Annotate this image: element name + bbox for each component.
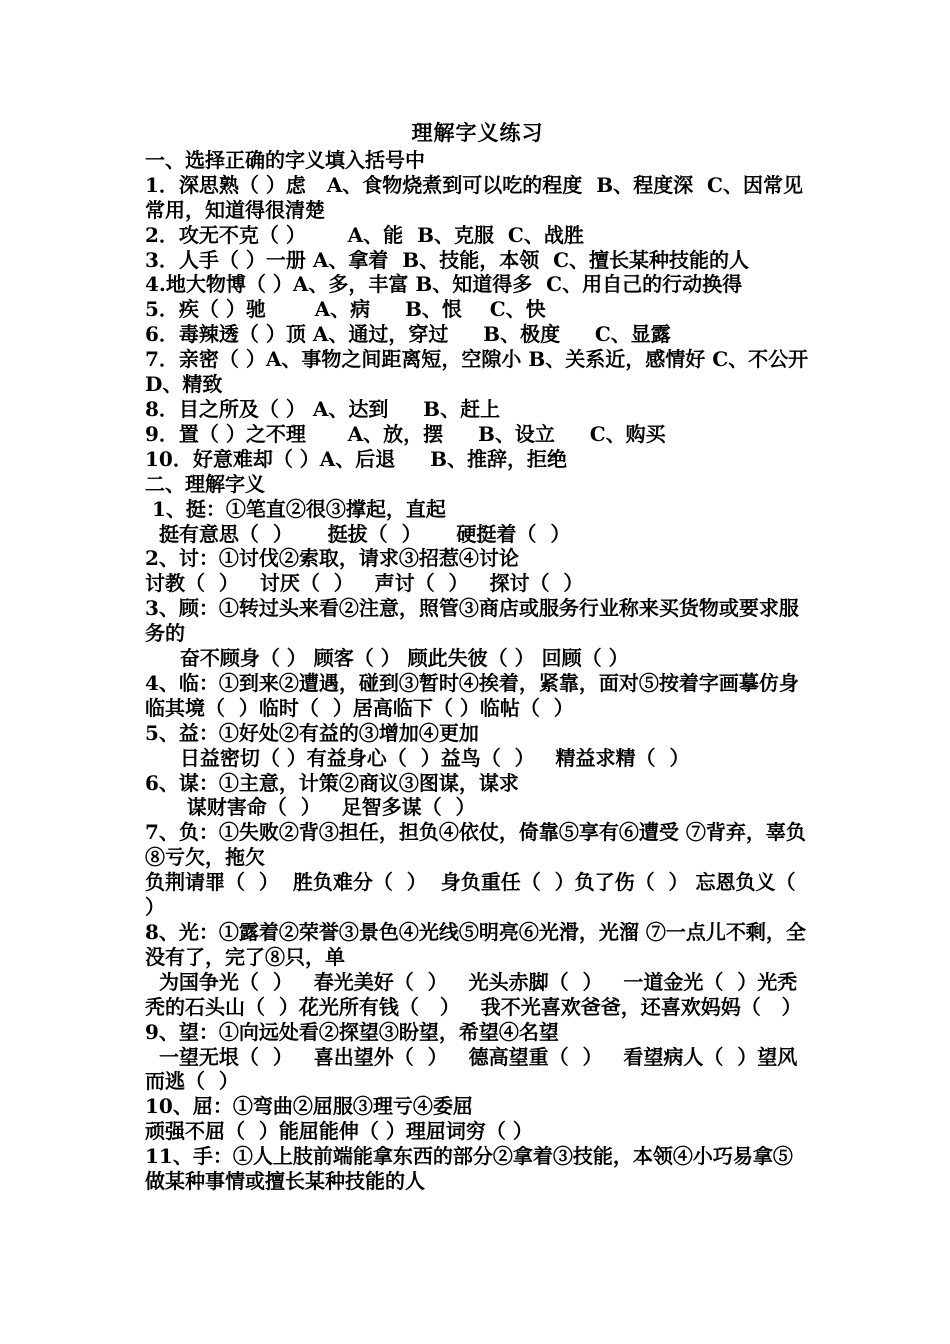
- question-10: 10．好意难却（ ）A、后退 B、推辞，拒绝: [145, 446, 568, 471]
- item-fu-definition: 7、负：①失败②背③担任，担负④依仗，倚靠⑤享有⑥遭受 ⑦背弃，辜负⑧亏欠，拖欠: [145, 820, 806, 870]
- item-shou-definition: 11、手：①人上肢前端能拿东西的部分②拿着③技能，本领④小巧易拿⑤做某种事情或擅长某种技能的人: [145, 1144, 793, 1194]
- question-3: 3．人手（ ）一册 A、拿着 B、技能，本领 C、擅长某种技能的人: [145, 247, 750, 272]
- item-fu-words: 负荆请罪（ ） 胜负难分（ ） 身负重任（ ）负了伤（ ） 忘恩负义（ ）: [145, 870, 810, 920]
- item-wang-words: 一望无垠（ ） 喜出望外（ ） 德高望重（ ） 看望病人（ ）望风而逃（ ）: [145, 1044, 798, 1094]
- item-ting-words: 挺有意思（ ） 挺拔（ ） 硬挺着（ ）: [145, 521, 571, 546]
- question-8: 8．目之所及（ ） A、达到 B、赶上: [145, 396, 501, 421]
- question-4: 4.地大物博（ ）A、多，丰富 B、知道得多 C、用自己的行动换得: [145, 272, 743, 297]
- item-mou-definition: 6、谋：①主意，计策②商议③图谋，谋求: [145, 770, 519, 795]
- item-guang-definition: 8、光：①露着②荣誉③景色④光线⑤明亮⑥光滑，光溜 ⑦一点儿不剩，全没有了，完了⑧只，单: [145, 920, 806, 969]
- question-6: 6．毒辣透（ ）顶 A、通过，穿过 B、极度 C、显露: [145, 322, 671, 347]
- document-title: 理解字义练习: [411, 120, 544, 145]
- item-tao-definition: 2、讨：①讨伐②索取，请求③招惹④讨论: [145, 546, 519, 571]
- section-heading-2: 二、理解字义: [145, 471, 265, 496]
- document-page: [145, 120, 816, 1194]
- question-5: 5．疾（ ）驰 A、病 B、恨 C、快: [145, 297, 546, 322]
- section-heading-1: 一、选择正确的字义填入括号中: [145, 147, 425, 172]
- item-lin: 4、临：①到来②遭遇，碰到③暂时④挨着，紧靠，面对⑤按着字画摹仿身临其境（ ）临时（ ）居高临下（ ）临帖（ ）: [145, 670, 799, 720]
- item-yi-definition: 5、益：①好处②有益的③增加④更加: [145, 720, 479, 745]
- item-gu-words: 奋不顾身（ ） 顾客（ ） 顾此失彼（ ） 回顾（ ）: [145, 646, 629, 671]
- question-7: 7．亲密（ ）A、事物之间距离短，空隙小 B、关系近，感情好 C、不公开 D、精致: [145, 347, 816, 397]
- item-qu-words: 顽强不屈（ ）能屈能伸（ ）理屈词穷（ ）: [145, 1119, 533, 1144]
- item-tao-words: 讨教（ ） 讨厌（ ） 声讨（ ） 探讨（ ）: [145, 571, 584, 596]
- question-1: 1．深思熟（ ）虑 A、食物烧煮到可以吃的程度 B、程度深 C、因常见常用，知道得很清楚: [145, 172, 803, 222]
- item-guang-words: 为国争光（ ） 春光美好（ ） 光头赤脚（ ） 一道金光（ ）光秃秃的石头山（ ）花光所有钱（ ） 我不光喜欢爸爸，还喜欢妈妈（ ）: [145, 969, 802, 1019]
- question-2: 2．攻无不克（ ） A、能 B、克服 C、战胜: [145, 222, 584, 247]
- item-qu-definition: 10、屈：①弯曲②屈服③理亏④委屈: [145, 1094, 473, 1119]
- item-mou-words: 谋财害命（ ） 足智多谋（ ）: [145, 795, 476, 820]
- item-wang-definition: 9、望：①向远处看②探望③盼望，希望④名望: [145, 1019, 559, 1044]
- item-ting-definition: 1、挺：①笔直②很③撑起，直起: [145, 496, 446, 521]
- item-yi-words: 日益密切（ ）有益身心（ ）益鸟（ ） 精益求精（ ）: [145, 745, 690, 770]
- question-9: 9．置（ ）之不理 A、放，摆 B、设立 C、购买: [145, 421, 666, 446]
- item-gu-definition: 3、顾：①转过头来看②注意，照管③商店或服务行业称来买货物或要求服务的: [145, 596, 799, 646]
